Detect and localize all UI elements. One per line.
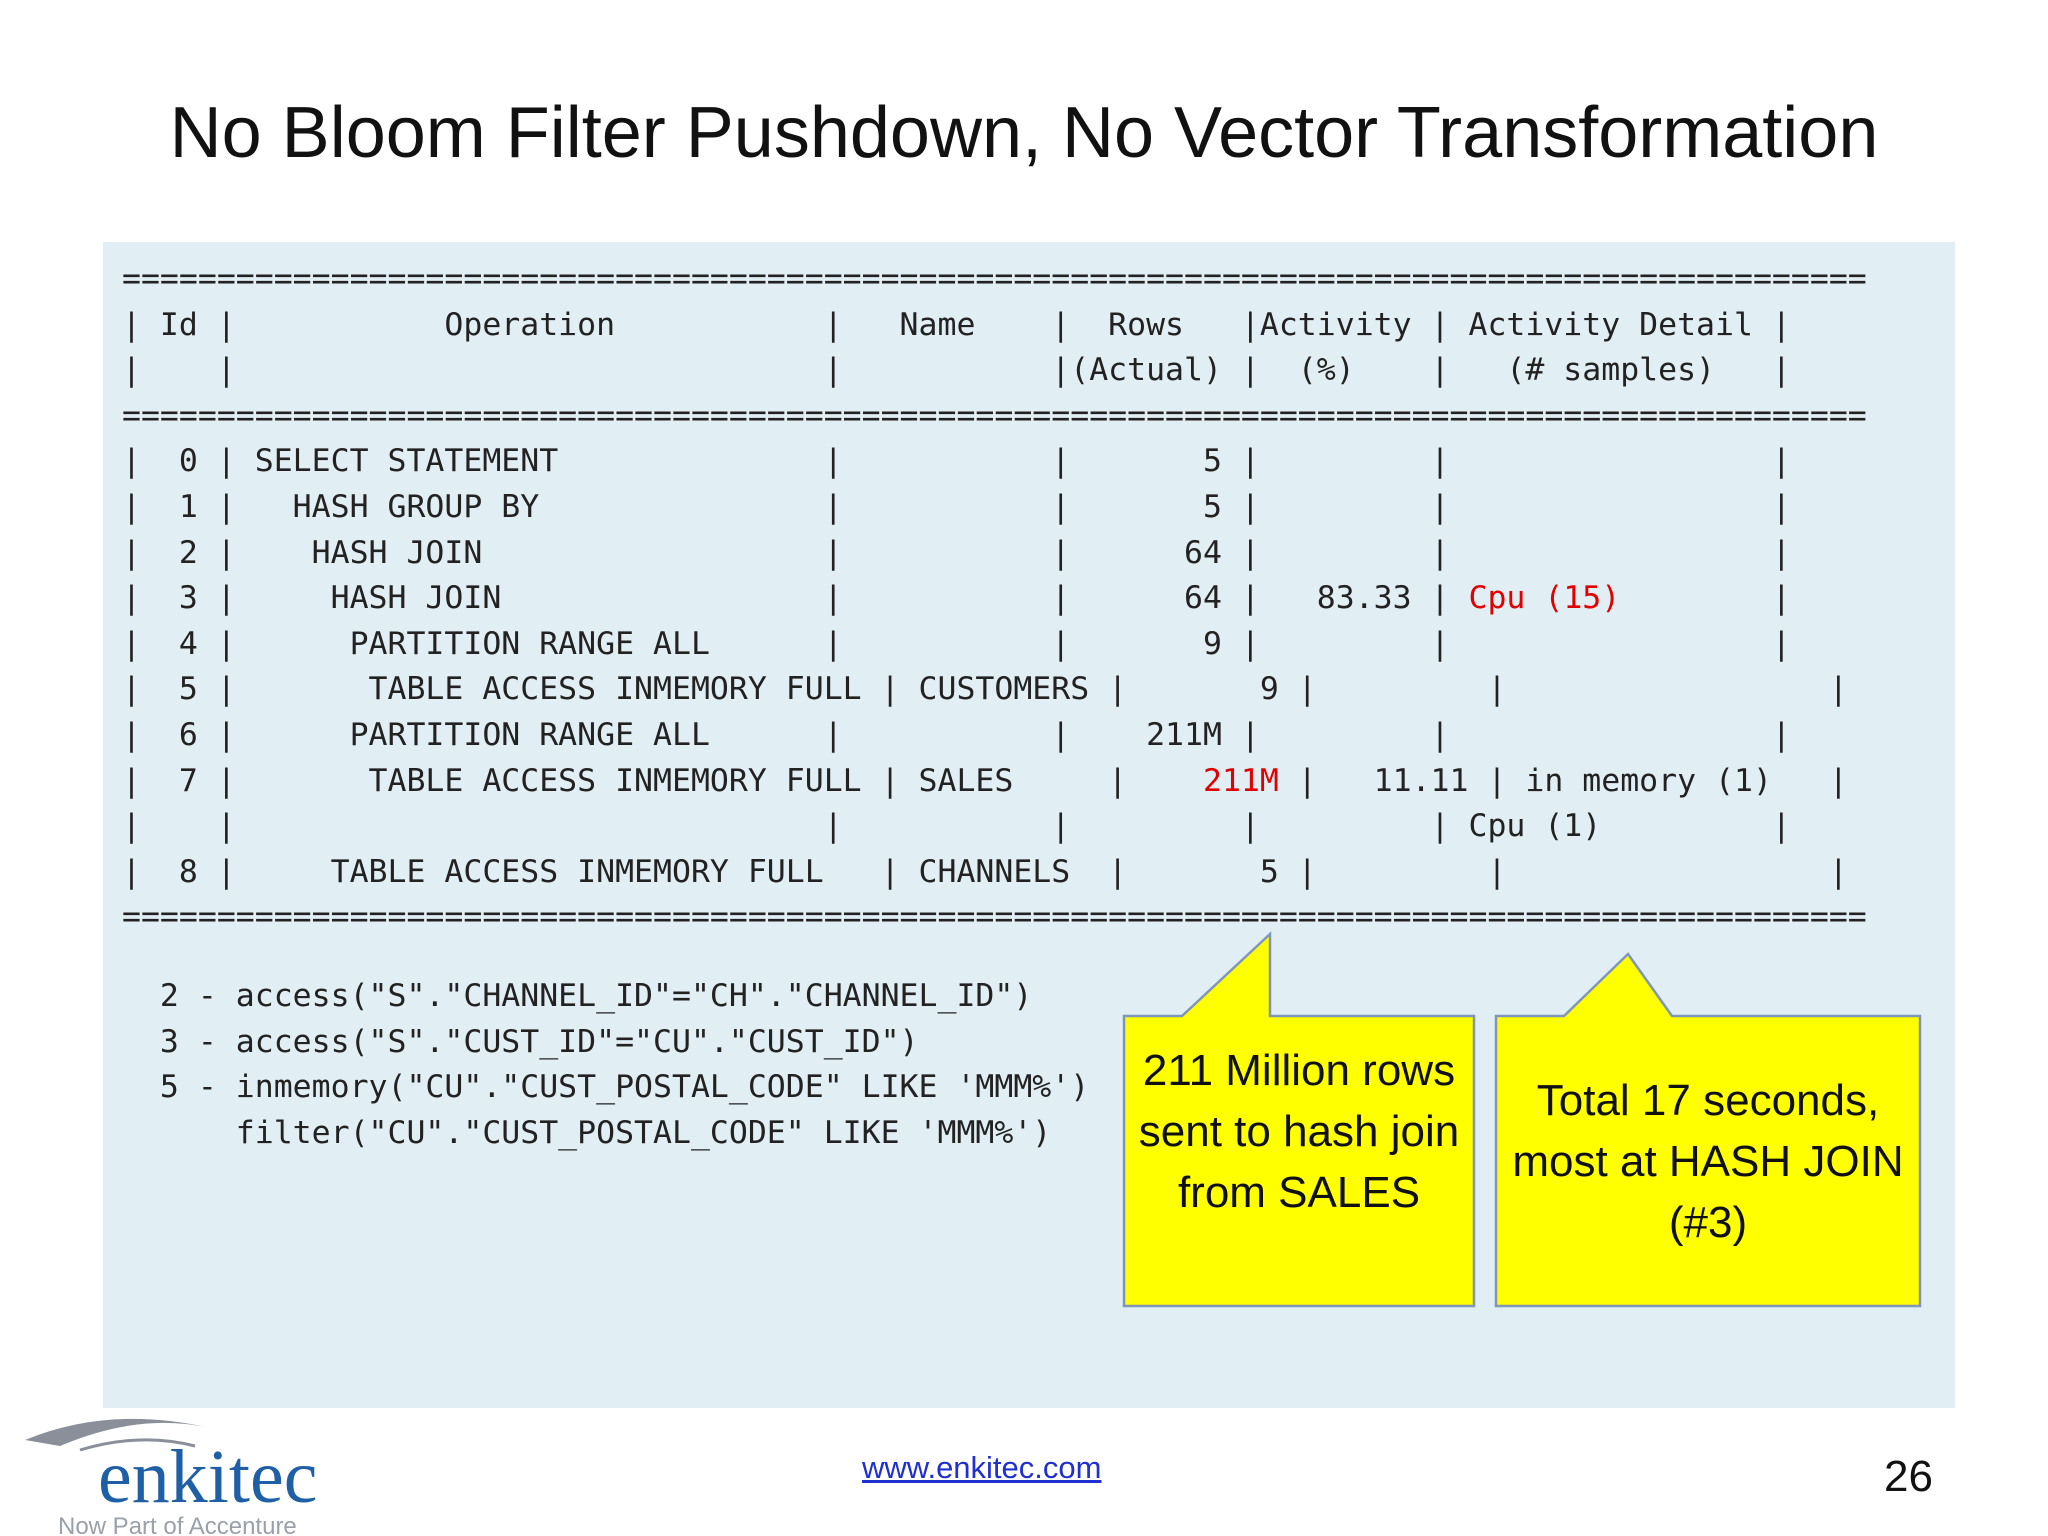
callout-left-text: 211 Million rows sent to hash join from SALES [1138,1046,1460,1217]
plan-row: | 0 | SELECT STATEMENT | | 5 | | | [122,443,1791,480]
plan-separator: ============================================================================================ [122,899,1867,936]
predicate-line: 3 - access("S"."CUST_ID"="CU"."CUST_ID") [122,1023,919,1060]
plan-row: | 1 | HASH GROUP BY | | 5 | | | [122,488,1791,525]
plan-row: | 3 | HASH JOIN | | 64 | 83.33 | Cpu (15) | [122,580,1791,617]
plan-row: | 4 | PARTITION RANGE ALL | | 9 | | | [122,625,1791,662]
plan-header-2: | | | |(Actual) | (%) | (# samples) | [122,352,1791,389]
plan-header-1: | Id | Operation | Name | Rows |Activity | Activity Detail | [122,306,1791,343]
plan-row: | 5 | TABLE ACCESS INMEMORY FULL | CUSTOMERS | 9 | | | [122,671,1848,708]
predicate-line: 5 - inmemory("CU"."CUST_POSTAL_CODE" LIKE 'MMM%') [122,1069,1090,1106]
plan-row: | 6 | PARTITION RANGE ALL | | 211M | | | [122,716,1791,753]
footer-link[interactable]: www.enkitec.com [862,1450,1102,1485]
plan-row: | | | | | | Cpu (1) | [122,808,1791,845]
plan-row: | 7 | TABLE ACCESS INMEMORY FULL | SALES | 211M | 11.11 | in memory (1) | [122,762,1848,799]
predicate-line: filter("CU"."CUST_POSTAL_CODE" LIKE 'MMM%') [122,1114,1052,1151]
slide-title: No Bloom Filter Pushdown, No Vector Transformation [169,93,1879,173]
enkitec-logo [20,1410,360,1536]
plan-row: | 2 | HASH JOIN | | 64 | | | [122,534,1791,571]
plan-separator: ============================================================================================ [122,261,1867,297]
plan-row: | 8 | TABLE ACCESS INMEMORY FULL | CHANNELS | 5 | | | [122,853,1848,890]
predicate-line: 2 - access("S"."CHANNEL_ID"="CH"."CHANNEL_ID") [122,978,1033,1014]
page-number: 26 [1884,1452,1933,1501]
logo-tagline: Now Part of Accenture [58,1513,297,1536]
callout-right-text: Total 17 seconds, most at HASH JOIN (#3) [1512,1076,1904,1247]
rows-highlight: 211M [1202,762,1279,799]
plan-separator: ============================================================================================ [122,397,1867,434]
cpu-highlight: Cpu (15) [1468,580,1621,617]
logo-wordmark: enkitec [98,1435,318,1519]
